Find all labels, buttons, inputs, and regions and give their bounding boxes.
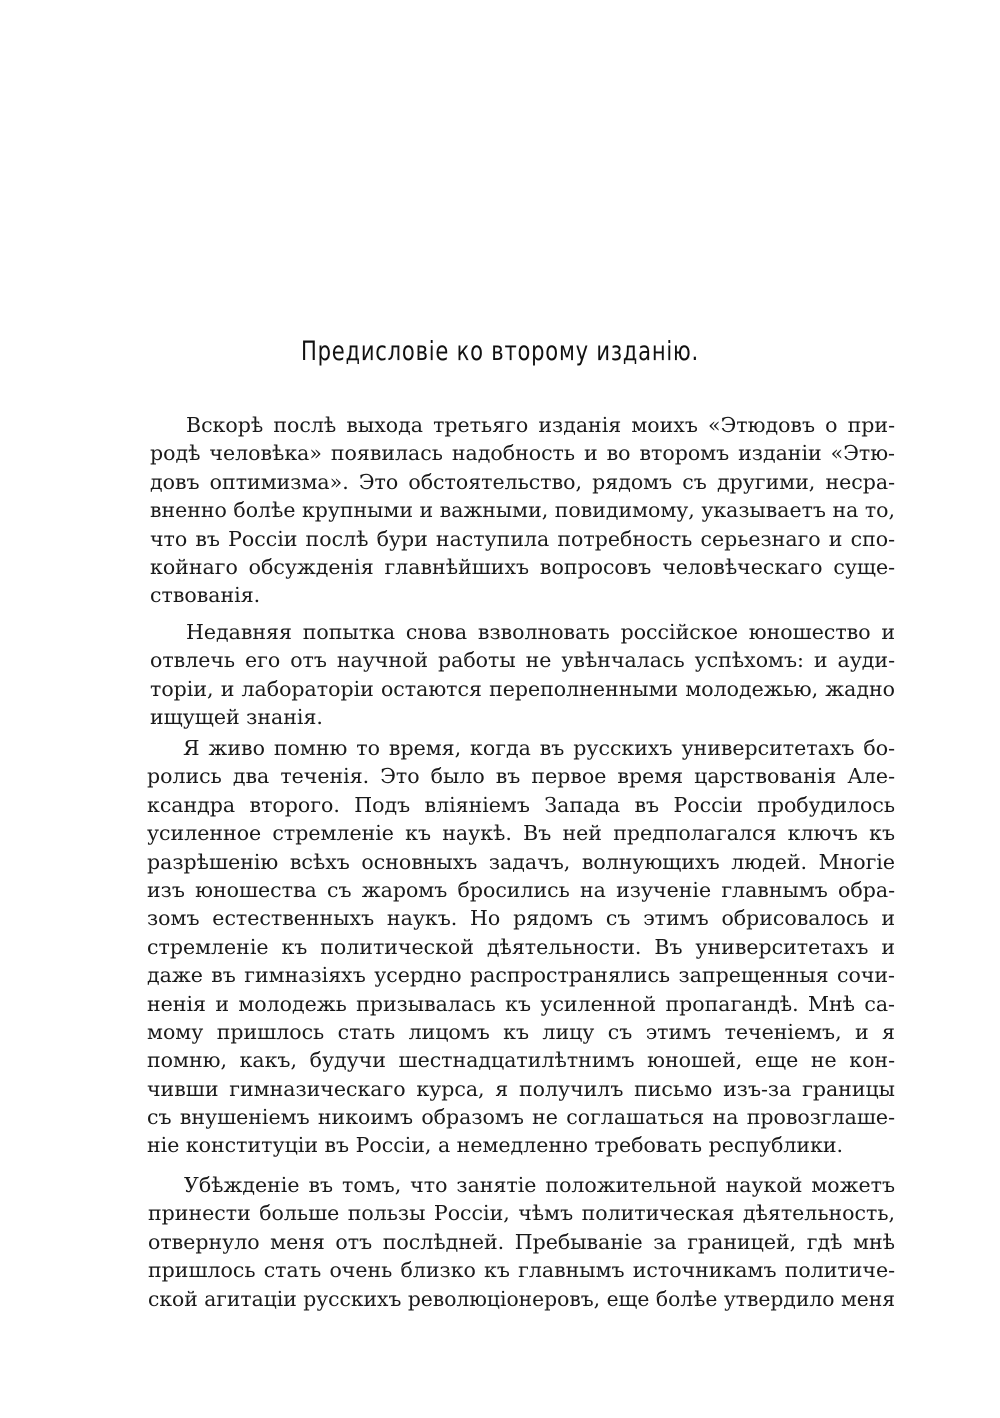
- text-line: разрѣшенію всѣхъ основныхъ задачъ, волнующихъ людей. Многіе: [147, 849, 895, 874]
- text-line: стремленіе къ политической дѣятельности. Въ университетахъ и: [147, 934, 895, 959]
- text-line: помню, какъ, будучи шестнадцатилѣтнимъ юношей, еще не кон-: [147, 1048, 895, 1073]
- text-line: ролись два теченія. Это было въ первое время царствованія Але-: [147, 764, 895, 789]
- text-line: зомъ естественныхъ наукъ. Но рядомъ съ этимъ обрисовалось и: [147, 906, 895, 931]
- text-line: пришлось стать очень близко къ главнымъ источникамъ политиче-: [148, 1258, 895, 1283]
- text-line: родѣ человѣка» появилась надобность и во второмъ изданіи «Этю-: [150, 441, 895, 466]
- text-line: ніе конституціи въ Россіи, а немедленно требовать республики.: [147, 1133, 844, 1158]
- text-line: отвернуло меня отъ послѣдней. Пребываніе за границей, гдѣ мнѣ: [148, 1229, 895, 1254]
- text-line: ствованія.: [150, 583, 261, 608]
- paragraph-1: [150, 411, 895, 610]
- text-line: съ внушеніемъ никоимъ образомъ не соглашаться на провозглаше-: [147, 1105, 895, 1130]
- paragraph-4: [148, 1171, 895, 1313]
- text-line: даже въ гимназіяхъ усердно распространялись запрещенныя сочи-: [147, 963, 895, 988]
- text-line: ищущей знанія.: [150, 705, 323, 730]
- text-line: ской агитаціи русскихъ революціонеровъ, еще болѣе утвердило меня: [148, 1286, 895, 1311]
- text-line: изъ юношества съ жаромъ бросились на изученіе главнымъ обра-: [147, 877, 895, 902]
- text-line: Я живо помню то время, когда въ русскихъ университетахъ бо-: [183, 736, 895, 760]
- paragraph-2: [150, 618, 895, 732]
- text-line: ненія и молодежь призывалась къ усиленной пропагандѣ. Мнѣ са-: [147, 991, 895, 1016]
- text-line: отвлечь его отъ научной работы не увѣнчалась успѣхомъ: и ауди-: [150, 648, 895, 673]
- text-line: что въ Россіи послѣ бури наступила потребность серьезнаго и спо-: [150, 526, 895, 551]
- page-title: Предисловіе ко второму изданію.: [301, 336, 699, 367]
- text-line: мому пришлось стать лицомъ къ лицу съ этимъ теченіемъ, и я: [147, 1019, 895, 1044]
- text-line: довъ оптимизма». Это обстоятельство, рядомъ съ другими, несра-: [150, 469, 895, 494]
- text-line: торіи, и лабораторіи остаются переполненными молодежью, жадно: [150, 676, 895, 701]
- text-line: принести больше пользы Россіи, чѣмъ политическая дѣятельность,: [148, 1201, 895, 1226]
- text-line: койнаго обсужденія главнѣйшихъ вопросовъ человѣческаго суще-: [150, 554, 895, 579]
- text-line: усиленное стремленіе къ наукѣ. Въ ней предполагался ключъ къ: [147, 821, 895, 846]
- text-line: ксандра второго. Подъ вліяніемъ Запада въ Россіи пробудилось: [147, 792, 895, 817]
- text-line: Недавняя попытка снова взволновать россійское юношество и: [186, 620, 895, 644]
- paragraph-3: [147, 734, 895, 1160]
- text-line: чивши гимназическаго курса, я получилъ письмо изъ-за границы: [147, 1076, 895, 1101]
- text-line: Вскорѣ послѣ выхода третьяго изданія моихъ «Этюдовъ о при-: [186, 413, 895, 437]
- text-line: Убѣжденіе въ томъ, что занятіе положительной наукой можетъ: [184, 1173, 895, 1197]
- text-line: вненно болѣе крупными и важными, повидимому, указываетъ на то,: [150, 498, 895, 523]
